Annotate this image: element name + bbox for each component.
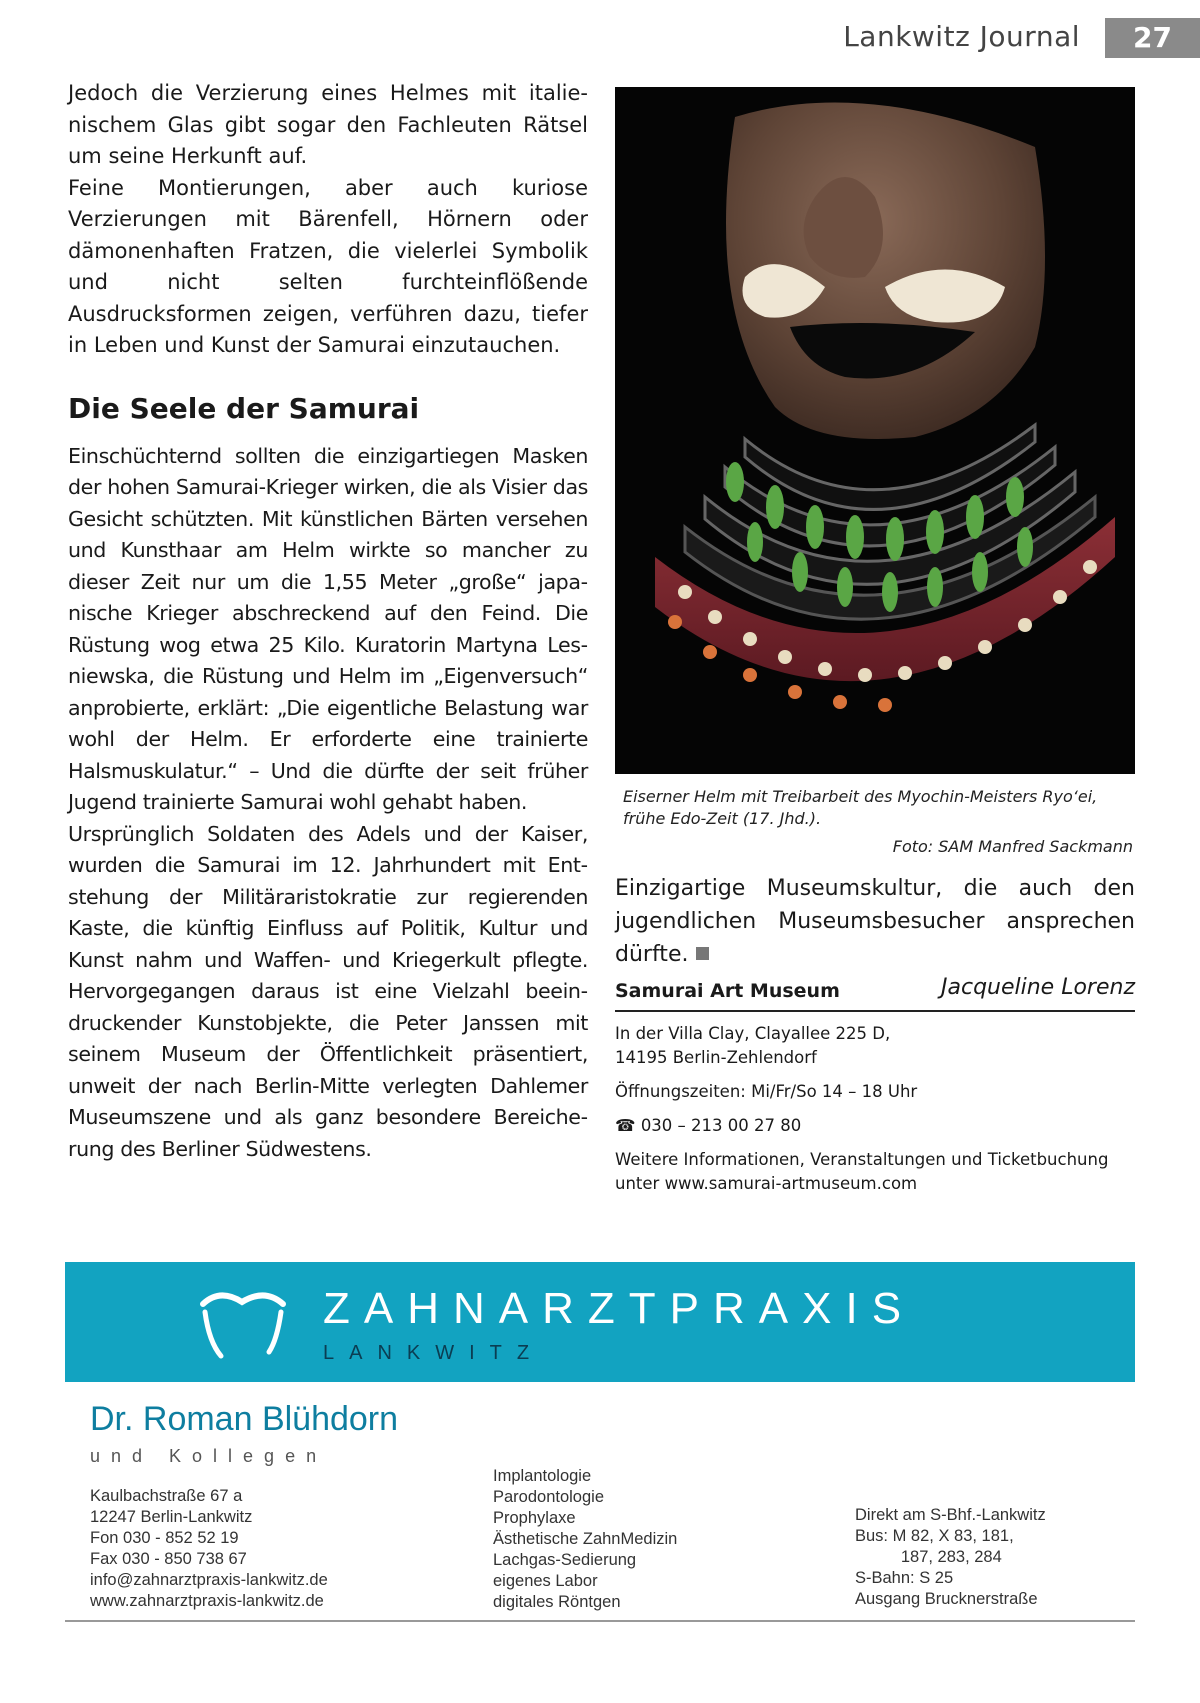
ad-transport <box>855 1505 1046 1610</box>
museum-address <box>615 1022 1135 1070</box>
photo-credit: Foto: SAM Manfred Sackmann <box>892 837 1133 856</box>
museum-infobox <box>615 980 1135 1196</box>
transport-line: Direkt am S-Bhf.-Lankwitz <box>855 1506 1046 1524</box>
contact-line: 12247 Berlin-Lankwitz <box>90 1508 253 1526</box>
author: Jacqueline Lorenz <box>941 975 1135 1000</box>
contact-email[interactable]: info@zahnarztpraxis-lankwitz.de <box>90 1571 328 1589</box>
address-line-1: In der Villa Clay, Clayallee 225 D, <box>615 1024 891 1043</box>
more-info-line-2: unter www.samurai-artmuseum.com <box>615 1174 918 1193</box>
service-item: Ästhetische ZahnMedizin <box>493 1530 678 1548</box>
photo-caption <box>623 786 1133 858</box>
intro-paragraph-1: Jedoch die Verzierung eines Helmes mit italienischem Glas gibt sogar den Fachleuten Rätsel um seine Herkunft auf. <box>68 81 588 168</box>
section-heading: Die Seele der Samurai <box>68 391 420 425</box>
museum-phone <box>615 1114 1135 1138</box>
caption-text: Eiserner Helm mit Treibarbeit des Myochin-Meisters Ryo‘ei, frühe Edo-Zeit (17. Jhd.). <box>623 787 1098 828</box>
ad-colleagues: und Kollegen <box>90 1446 328 1466</box>
contact-website[interactable]: www.zahnarztpraxis-lankwitz.de <box>90 1592 324 1610</box>
tooth-logo-icon <box>195 1282 290 1362</box>
phone-number: 030 – 213 00 27 80 <box>640 1116 802 1135</box>
service-item: digitales Röntgen <box>493 1593 621 1611</box>
contact-line: Kaulbachstraße 67 a <box>90 1487 243 1505</box>
service-item: Lachgas-Sedierung <box>493 1551 637 1569</box>
service-item: Implantologie <box>493 1467 592 1485</box>
ad-brand-location: LANKWITZ <box>323 1342 545 1364</box>
more-information <box>615 1148 1135 1196</box>
transport-line: S-Bahn: S 25 <box>855 1569 954 1587</box>
contact-line: Fon 030 - 852 52 19 <box>90 1529 239 1547</box>
transport-line: 187, 283, 284 <box>855 1548 1002 1566</box>
journal-title: Lankwitz Journal <box>843 20 1080 53</box>
page-number: 27 <box>1105 18 1200 58</box>
article-left-column <box>68 78 588 1165</box>
more-info-line-1: Weitere Informationen, Veranstaltungen und Ticketbuchung <box>615 1150 1109 1169</box>
service-item: Prophylaxe <box>493 1509 576 1527</box>
address-line-2: 14195 Berlin-Zehlendorf <box>615 1048 817 1067</box>
transport-line: Bus: M 82, X 83, 181, <box>855 1527 1014 1545</box>
service-item: Parodontologie <box>493 1488 605 1506</box>
ad-brand-name: ZAHNARZTPRAXIS <box>323 1284 916 1333</box>
contact-line: Fax 030 - 850 738 67 <box>90 1550 247 1568</box>
section-paragraph-1: Einschüchternd sollten die einzigartiegen Masken der hohen Samurai-Krieger wirken, die als Visier das Gesicht schützten. Mit künstlichen Bärten versehen und Kunsthaar am Helm wirkte so mancher zu dieser Zeit nur um die 1,55 Meter „große“ japanische Krieger abschreckend auf den Feind. Die Rüstung wog etwa 25 Kilo. Kuratorin Martyna Lesniewska, die Rüstung und Helm im „Eigenversuch“ anprobierte, erklärt: „Die eigentliche Belastung war wohl der Helm. Er erforderte eine trainierte Halsmuskulatur.“ – Und die dürfte der seit früher Jugend trainierte Samurai wohl gehabt haben. <box>68 443 588 814</box>
dental-practice-ad <box>65 1262 1135 1622</box>
end-mark-icon <box>696 947 709 960</box>
transport-line: Ausgang Brucknerstraße <box>855 1590 1038 1608</box>
ad-banner <box>65 1262 1135 1382</box>
ad-services <box>493 1466 677 1613</box>
page-header <box>0 18 1200 58</box>
museum-name: Samurai Art Museum <box>615 980 1135 1012</box>
phone-icon: ☎ <box>615 1116 636 1135</box>
intro-paragraph-2: Feine Montierungen, aber auch kuriose Verzierungen mit Bärenfell, Hörnern oder dämonenhaften Fratzen, die vielerlei Symbolik und nicht selten furchteinflößende Ausdrucksformen zeigen, verführen dazu, tiefer in Leben und Kunst der Samurai einzutauchen. <box>68 175 588 357</box>
closing-text <box>615 872 1135 971</box>
closing-sentence: Einzigartige Museumskultur, die auch den jugendlichen Museumsbesucher ansprechen dürfte. <box>615 876 1135 967</box>
opening-hours: Öffnungszeiten: Mi/Fr/So 14 – 18 Uhr <box>615 1082 918 1101</box>
ad-contact <box>90 1486 328 1612</box>
service-item: eigenes Labor <box>493 1572 598 1590</box>
section-paragraph-2: Ursprünglich Soldaten des Adels und der Kaiser, wurden die Samurai im 12. Jahrhundert mit Entstehung der Militäraristokratie zur regierenden Kaste, die künftig Einfluss auf Politik, Kultur und Kunst nahm und Waffen- und Kriegerkult pflegte. Hervorgegangen daraus ist eine Vielzahl beeindruckender Kunstobjekte, die Peter Janssen mit seinem Museum der Öffentlichkeit präsentiert, unweit der nach Berlin-Mitte verlegten Dahlemer Museumszene und als ganz besondere Bereicherung des Berliner Südwestens. <box>68 821 588 1161</box>
samurai-mask-illustration <box>615 87 1135 774</box>
samurai-mask-photo <box>615 87 1135 774</box>
ad-bottom-rule <box>65 1620 1135 1622</box>
ad-doctor-name: Dr. Roman Blühdorn <box>90 1400 399 1438</box>
